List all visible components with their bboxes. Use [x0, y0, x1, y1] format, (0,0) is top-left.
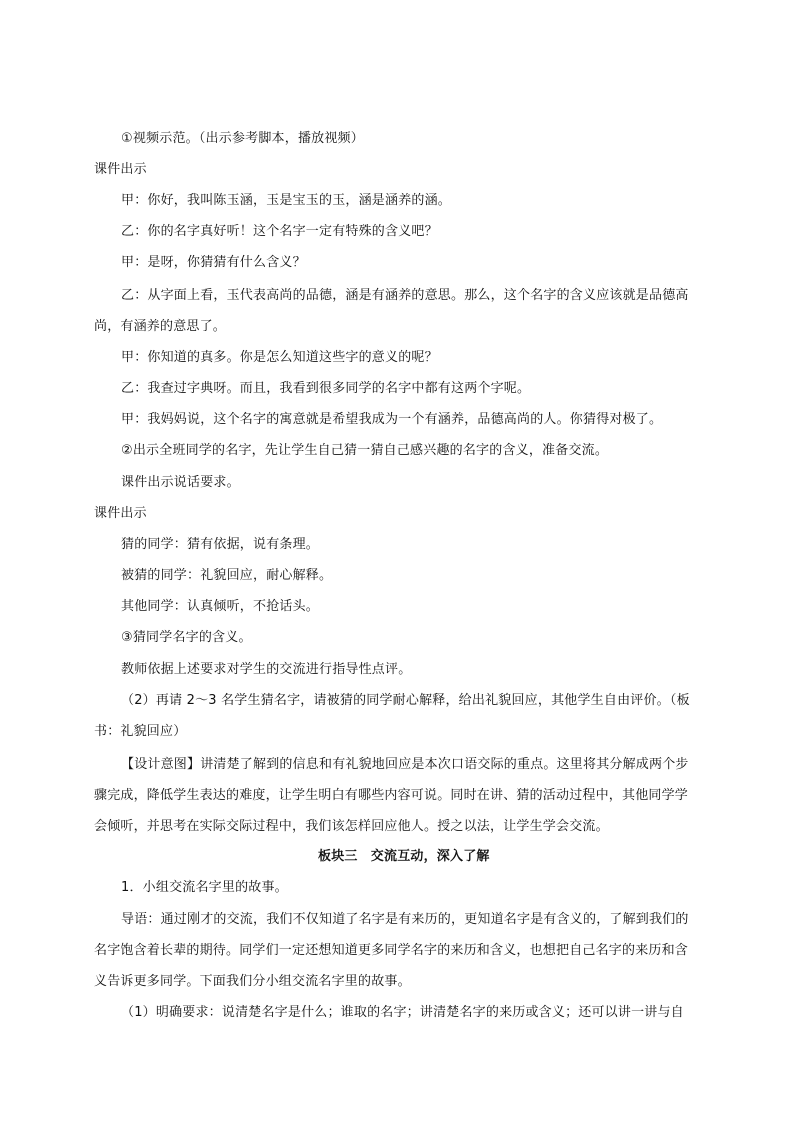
intro-line-1: 导语：通过刚才的交流，我们不仅知道了名字是有来历的，更知道名字是有含义的，了解到我们的 [121, 912, 689, 927]
paragraph-requirements-1: （1）明确要求：说清楚名字是什么；谁取的名字；讲清楚名字的来历或含义；还可以讲一讲与自 [121, 1005, 684, 1020]
dialogue-line-4-cont: 尚，有涵养的意思了。 [94, 319, 227, 334]
paragraph-video-demo: ①视频示范。（出示参考脚本，播放视频） [121, 131, 364, 146]
paragraph-courseware-1: 课件出示 [94, 162, 147, 177]
intro-line-3: 义告诉更多同学。下面我们分小组交流名字里的故事。 [94, 974, 411, 989]
paragraph-step-2: （2）再请 2～3 名学生猜名字，请被猜的同学耐心解释，给出礼貌回应，其他学生自由评价。（板 [121, 693, 690, 708]
requirement-guesser: 猜的同学：猜有依据，说有条理。 [121, 537, 320, 552]
paragraph-step-2-cont: 书：礼貌回应） [94, 724, 187, 739]
requirement-others: 其他同学：认真倾听，不抢话头。 [121, 599, 320, 614]
dialogue-line-4: 乙：从字面上看，玉代表高尚的品德，涵是有涵养的意思。那么，这个名字的含义应该就是品德高 [121, 288, 689, 303]
paragraph-speaking-requirements: 课件出示说话要求。 [121, 475, 240, 490]
paragraph-show-names: ②出示全班同学的名字，先让学生自己猜一猜自己感兴趣的名字的含义，准备交流。 [121, 443, 609, 458]
paragraph-courseware-2: 课件出示 [94, 506, 147, 521]
design-intent-line-3: 会倾听，并思考在实际交际过程中，我们该怎样回应他人。授之以法，让学生学会交流。 [94, 819, 609, 834]
dialogue-line-1: 甲：你好，我叫陈玉涵，玉是宝玉的玉，涵是涵养的涵。 [121, 193, 452, 208]
dialogue-line-6: 乙：我查过字典呀。而且，我看到很多同学的名字中都有这两个字呢。 [121, 381, 531, 396]
dialogue-line-2: 乙：你的名字真好听！这个名字一定有特殊的含义吧？ [121, 224, 438, 239]
dialogue-line-7: 甲：我妈妈说，这个名字的寓意就是希望我成为一个有涵养，品德高尚的人。你猜得对极了。 [121, 412, 663, 427]
section-heading: 板块三 交流互动，深入了解 [318, 849, 490, 864]
requirement-guessed: 被猜的同学：礼貌回应，耐心解释。 [121, 568, 333, 583]
intro-line-2: 名字饱含着长辈的期待。同学们一定还想知道更多同学名字的来历和含义，也想把自己名字的来历和含 [94, 943, 689, 958]
design-intent-line-2: 骤完成，降低学生表达的难度，让学生明白有哪些内容可说。同时在讲、猜的活动过程中，其他同学学 [94, 788, 689, 803]
paragraph-guess-meaning: ③猜同学名字的含义。 [121, 630, 252, 645]
dialogue-line-3: 甲：是呀，你猜猜有什么含义？ [121, 255, 306, 270]
dialogue-line-5: 甲：你知道的真多。你是怎么知道这些字的意义的呢？ [121, 350, 438, 365]
paragraph-group-story: 1．小组交流名字里的故事。 [121, 880, 288, 895]
paragraph-teacher-comment: 教师依据上述要求对学生的交流进行指导性点评。 [121, 662, 412, 677]
design-intent-line-1: 【设计意图】讲清楚了解到的信息和有礼貌地回应是本次口语交际的重点。这里将其分解成两个步 [121, 757, 689, 772]
